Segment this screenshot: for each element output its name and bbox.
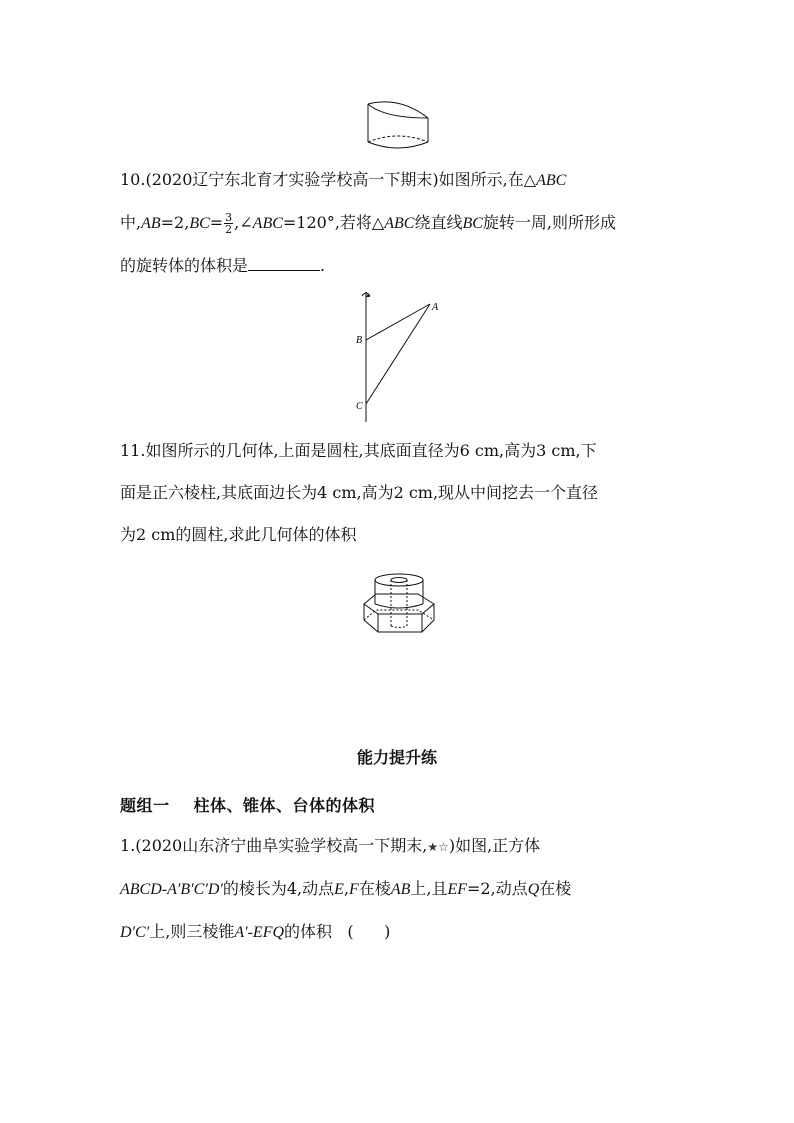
question-1-line-1: 1.(2020山东济宁曲阜实验学校高一下期末,★☆)如图,正方体 <box>120 836 541 855</box>
truncated-cylinder-figure <box>360 96 440 156</box>
question-10 <box>120 159 680 287</box>
question-11: 11.如图所示的几何体,上面是圆柱,其底面直径为6 cm,高为3 cm,下 面是正六棱柱,其底面边长为4 cm,高为2 cm,现从中间挖去一个直径 为2 cm的圆柱,求此几何体的体积 <box>120 441 599 544</box>
section-title: 能力提升练 <box>356 748 437 767</box>
question-10-line-1: 10.(2020辽宁东北育才实验学校高一下期末)如图所示,在△ABC <box>120 170 567 189</box>
question-1-line-2: ABCD-A′B′C′D′的棱长为4,动点E,F在棱AB上,且EF=2,动点Q在棱 <box>120 879 572 898</box>
answer-blank[interactable] <box>248 254 320 271</box>
label-a: A <box>432 302 439 313</box>
question-1 <box>120 825 680 954</box>
question-10-line-2: 中,AB=2,BC= $\frac{3}{2}$ ,∠ABC=120°,若将△ABC绕直线BC旋转一周,则所形成 <box>120 211 617 236</box>
fraction-three-halves: $\frac{3}{2}$ <box>225 211 233 236</box>
answer-parentheses[interactable]: ( ) <box>347 922 391 941</box>
side-ab <box>366 304 430 340</box>
label-c: C <box>356 401 363 412</box>
difficulty-stars-icon: ★☆ <box>427 840 449 854</box>
label-b: B <box>356 335 363 346</box>
side-ac <box>366 304 430 404</box>
cylinder-on-hex-prism-figure <box>358 570 440 638</box>
question-10-source: (2020辽宁东北育才实验学校高一下期末) <box>145 170 439 189</box>
triangle-rotation-figure <box>350 288 450 428</box>
question-1-line-3: D′C′上,则三棱锥A′-EFQ的体积 ( ) <box>120 922 391 941</box>
group-heading: 题组一 柱体、锥体、台体的体积 <box>120 796 376 815</box>
question-10-line-3: 的旋转体的体积是 . <box>120 256 326 275</box>
question-1-source: (2020山东济宁曲阜实验学校高一下期末, <box>135 836 428 855</box>
